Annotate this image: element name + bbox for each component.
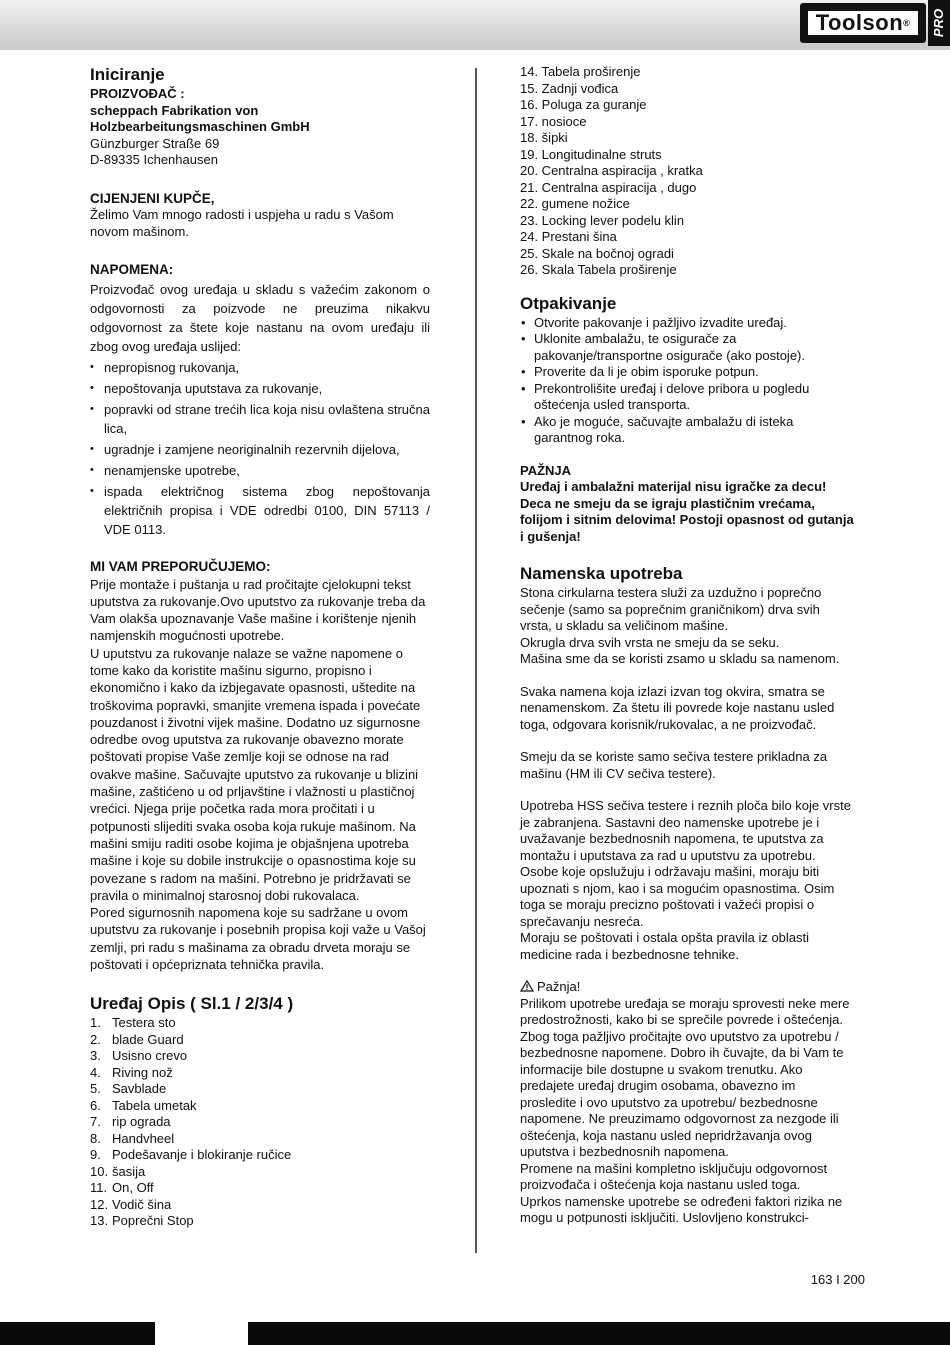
- customer-heading: CIJENJENI KUPČE,: [90, 190, 215, 206]
- list-item: 15. Zadnji vođica: [520, 80, 619, 96]
- recommend-heading: MI VAM PREPORUČUJEMO:: [90, 559, 271, 574]
- list-item: • ugradnje i zamjene neoriginalnih rezervnih dijelova,: [90, 440, 430, 459]
- pro-tab: [928, 0, 950, 46]
- manufacturer-label: PROIZVOĐAČ :: [90, 86, 185, 101]
- address-city: D-89335 Ichenhausen: [90, 152, 218, 167]
- list-item: 6. Tabela umetak: [90, 1097, 197, 1113]
- note-heading: NAPOMENA:: [90, 262, 174, 277]
- list-item: 23. Locking lever podelu klin: [520, 212, 685, 228]
- column-divider: [475, 68, 477, 1253]
- section-title-device-description: Uređaj Opis ( Sl.1 / 2/3/4 ): [90, 994, 294, 1014]
- list-item: 16. Poluga za guranje: [520, 97, 647, 112]
- left-column: [90, 64, 430, 1230]
- list-item: 14. Tabela proširenje: [520, 64, 641, 79]
- list-item: • nepoštovanja uputstava za rukovanje,: [90, 379, 430, 398]
- usage-paragraph-2: Svaka namena koja izlazi izvan tog okvira, smatra se nenamenskom. Za štetu ili povrede koje nastanu usled toga, odgovara korisnik/rukovalac, a ne proizvođač.: [520, 683, 835, 732]
- usage-paragraph-4: Upotreba HSS sečiva testere i reznih ploča bilo koje vrste je zabranjena. Sastavni deo namenske upotrebe je i uvažavanje bezbednosnih napomena, te uputstva za montažu i uputstava za rad u uputstvu za upotrebu. Osobe koje opslužuju i održavaju mašini, moraju biti upoznati s njom, kao i sa mogućim opasnostima. Osim toga se moraju precizno poštovati i važeći propisi o sprečavanju nesreća. Moraju se poštovati i ostala opšta pravila iz oblasti medicine rada i bezbednosne tehnike.: [520, 798, 851, 962]
- list-item: 12. Vodič šina: [90, 1196, 172, 1212]
- attention-text: Prilikom upotrebe uređaja se moraju sprovesti neke mere predostrožnosti, kako bi se sprečile povrede i oštećenja. Zbog toga pažljivo pročitajte ovo uputstvo za upotrebu / bezbednosne napomene. Dobro ih čuvajte, da bi Vam te informacije bile dostupne u svakom trenutku. Ako predajete uređaj drugim osobama, obavezno im prosledite i ovo uputstvo za upotrebu/ bezbednosne napomene. Ne preuzimamo odgovornost za nezgode ili oštećenja, koja nastanu usled nepridržavanja ovog uputstva i bezbednosnih napomena. Promene na mašini kompletno isključuju odgovornost proizvođača i oštećenja koja nastanu usled toga. Uprkos namenske upotrebe se određeni faktori rizika ne mogu u potpunosti isključiti. Uslovljeno konstrukci-: [520, 995, 850, 1225]
- list-item: 22. gumene nožice: [520, 196, 630, 211]
- section-title-intended-use: Namenska upotreba: [520, 564, 683, 583]
- list-item: • Ako je moguće, sačuvajte ambalažu di isteka garantnog roka.: [520, 414, 855, 447]
- list-item: 19. Longitudinalne struts: [520, 146, 662, 162]
- unpack-list: [520, 315, 855, 447]
- list-item: • ispada električnog sistema zbog nepoštovanja električnih propisa i VDE odredbi 0100, DIN 57113 / VDE 0113.: [90, 482, 430, 539]
- manufacturer-name-1: scheppach Fabrikation von: [90, 102, 259, 118]
- list-item: • nepropisnog rukovanja,: [90, 358, 430, 377]
- warning-triangle-icon: [520, 980, 534, 992]
- address-street: Günzburger Straße 69: [90, 135, 220, 151]
- usage-paragraph-1: Stona cirkularna testera služi za uzdužno i poprečno sečenje (samo sa poprečnim graničnikom) drva svih vrsta, u skladu sa veličinom mašine. Okrugla drva svih vrsta ne smeju da se seku. Mašina sme da se koristi zsamo u skladu sa namenom.: [520, 585, 840, 666]
- usage-paragraph-3: Smeju da se koriste samo sečiva testere prikladna za mašinu (HM ili CV sečiva testere).: [520, 749, 828, 781]
- footer-bar: [0, 1322, 950, 1345]
- list-item: 25. Skale na bočnoj ogradi: [520, 245, 674, 261]
- pro-label: PRO: [931, 8, 946, 38]
- note-text: Proizvođač ovog uređaja u skladu s važećim zakonom o odgovornosti za poizvode ne preuzima nikakvu odgovornost za štete koje nastanu na ovom uređaju ili zbog ovog uređaja uslijed:: [90, 282, 430, 354]
- parts-list-left: [90, 1015, 430, 1230]
- list-item: 9. Podešavanje i blokiranje ručice: [90, 1147, 292, 1163]
- list-item: 13. Poprečni Stop: [90, 1213, 194, 1229]
- list-item: 20. Centralna aspiracija , kratka: [520, 163, 703, 178]
- list-item: 26. Skala Tabela proširenje: [520, 262, 677, 277]
- list-item: • Uklonite ambalažu, te osigurače za pakovanje/transportne osigurače (ako postoje).: [520, 331, 855, 364]
- list-item: 1. Testera sto: [90, 1015, 176, 1031]
- footer-bar-gap: [155, 1322, 248, 1345]
- parts-list-right: [520, 64, 855, 279]
- manufacturer-name-2: Holzbearbeitungsmaschinen GmbH: [90, 119, 310, 134]
- list-item: 5. Savblade: [90, 1081, 167, 1097]
- list-item: 21. Centralna aspiracija , dugo: [520, 179, 697, 195]
- warning-heading: PAŽNJA: [520, 462, 572, 478]
- attention-label: Pažnja!: [537, 979, 581, 994]
- list-item: 4. Riving nož: [90, 1064, 173, 1080]
- list-item: • Prekontrolišite uređaj i delove pribora u pogledu oštećenja usled transporta.: [520, 381, 855, 414]
- customer-text: Želimo Vam mnogo radosti i uspjeha u radu s Vašom novom mašinom.: [90, 207, 394, 239]
- right-column: [520, 64, 855, 1227]
- recommend-text: Prije montaže i puštanja u rad pročitajte cjelokupni tekst uputstva za rukovanje.Ovo uputstvo za rukovanje treba da Vam olakša upoznavanje Vaše mašine i korištenje njenih namjenskih mogućnosti upotrebe. U uputstvu za rukovanje nalaze se važne napomene o tome kako da koristite mašinu sigurno, propisno i ekonomično i kako da izbjegavate opasnosti, uštedite na troškovima popravki, smanjite vremena ispada i povećate pouzdanost i životni vijek mašine. Dodatno uz sigurnosne odredbe ovog uputstva za rukovanje obavezno morate poštovati propise Vaše zemlje koji se odnose na rad ovakve mašine. Sačuvajte uputstvo za rukovanje u blizini mašine, zaštićeno u od prljavštine i vlažnosti u plastičnoj vrećici. Njega prije početka rada mora pročitati i u potpunosti slijediti svaka osoba koja rukuje mašinom. Na mašini smiju raditi osobe kojima je objašnjena upotreba mašine i koje su dobile instrukcije o opasnostima koje su povezane s radom na mašini. Potrebno je pridržavati se pravila o minimalnoj starosnoj dobi rukovalaca. Pored sigurnosnih napomena koje su sadržane u ovom uputstvu za rukovanje i posebnih propisa koji važe u Vašoj zemlji, pri radu s mašinama za obradu drveta moraju se poštovati i općepriznata tehnička pravila.: [90, 576, 426, 973]
- list-item: 17. nosioce: [520, 113, 587, 129]
- attention-line: [520, 979, 855, 996]
- list-item: 8. Handvheel: [90, 1130, 175, 1146]
- toolson-logo: [800, 3, 926, 43]
- list-item: 3. Usisno crevo: [90, 1048, 188, 1064]
- warning-text: Uređaj i ambalažni materijal nisu igračke za decu! Deca ne smeju da se igraju plastičnim vrećama, folijom i sitnim delovima! Postoji opasnost od gutanja i gušenja!: [520, 479, 854, 544]
- list-item: • nenamjenske upotrebe,: [90, 461, 430, 480]
- list-item: • Otvorite pakovanje i pažljivo izvadite uređaj.: [520, 315, 855, 332]
- list-item: 24. Prestani šina: [520, 229, 617, 244]
- section-title-iniciranje: Iniciranje: [90, 65, 165, 84]
- note-list: [90, 358, 430, 539]
- list-item: 11. On, Off: [90, 1180, 154, 1196]
- list-item: • Proverite da li je obim isporuke potpun.: [520, 364, 855, 381]
- list-item: • popravki od strane trećih lica koja nisu ovlaštena stručna lica,: [90, 400, 430, 438]
- page-number: 163 I 200: [810, 1272, 865, 1287]
- list-item: 10. šasija: [90, 1163, 146, 1179]
- logo-text: Toolson®: [806, 9, 920, 37]
- section-title-unpacking: Otpakivanje: [520, 293, 617, 313]
- list-item: 2. blade Guard: [90, 1031, 184, 1047]
- list-item: 18. šipki: [520, 130, 568, 145]
- list-item: 7. rip ograda: [90, 1114, 171, 1130]
